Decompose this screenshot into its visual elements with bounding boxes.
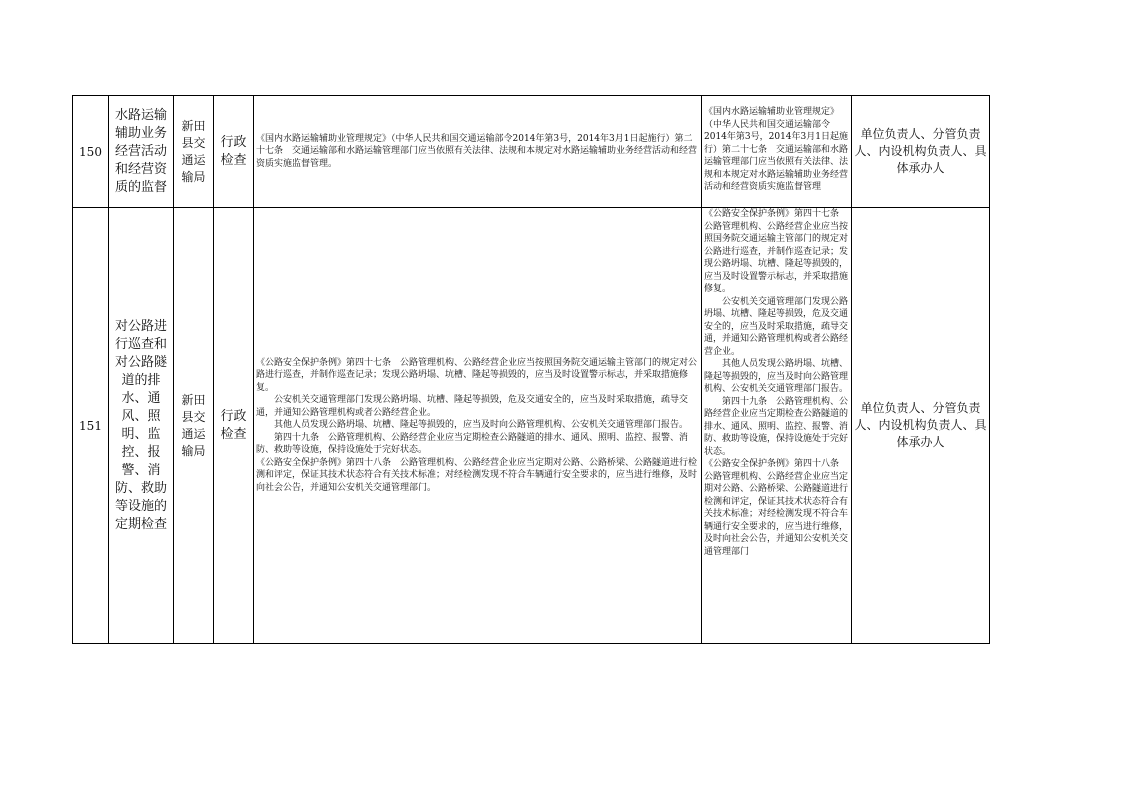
detail-clip: [704, 96, 849, 204]
legal-basis: [254, 96, 702, 208]
legal-basis: [254, 208, 702, 644]
department: 新田县交通运输局: [174, 96, 214, 208]
detail-paragraph: 公安机关交通管理部门发现公路坍塌、坑槽、隆起等损毁，危及交通安全的，应当及时采取措施，疏导交通，并通知公路管理机构或者公路经营企业。: [704, 296, 849, 357]
legal-basis-paragraph: 公安机关交通管理部门发现公路坍塌、坑槽、隆起等损毁，危及交通安全的，应当及时采取措施，疏导交通，并通知公路管理机构或者公路经营企业。: [256, 395, 689, 418]
row-number: 150: [73, 96, 109, 208]
responsible-persons: 单位负责人、分管负责人、内设机构负责人、具体承办人: [852, 96, 990, 208]
legal-basis-paragraph: 《公路安全保护条例》第四十八条 公路管理机构、公路经营企业应当定期对公路、公路桥梁、公路隧道进行检测和评定，保证其技术状态符合有关技术标准；对经检测发现不符合车辆通行安全要求的，应当进行维修，及时向社会公告，并通知公安机关交通管理部门。: [256, 457, 698, 493]
item-name: 水路运输辅助业务经营活动和经营资质的监督: [109, 96, 174, 208]
legal-basis-paragraph: 《国内水路运输辅助业管理规定》（中华人民共和国交通运输部令2014年第3号，2014年3月1日起施行）第二十七条 交通运输部和水路运输管理部门应当依照有关法律、法规和本规定对水路运输辅助业务经营活动和经营资质实施监督管理。: [256, 133, 698, 169]
legal-basis-detail: [702, 208, 852, 644]
responsible-persons: 单位负责人、分管负责人、内设机构负责人、具体承办人: [852, 208, 990, 644]
table-row-151: [73, 208, 990, 644]
detail-paragraph: 《公路安全保护条例》第四十七条 公路管理机构、公路经营企业应当按照国务院交通运输主管部门的规定对公路进行巡查，并制作巡查记录；发现公路坍塌、坑槽、隆起等损毁的，应当及时设置警示标志，并采取措施修复。: [704, 209, 849, 294]
detail-paragraph: 其他人员发现公路坍塌、坑槽、隆起等损毁的，应当及时向公路管理机构、公安机关交通管理部门报告。: [704, 359, 849, 394]
power-type: 行政检查: [214, 208, 254, 644]
detail-paragraph: 《公路安全保护条例》第四十八条 公路管理机构、公路经营企业应当定期对公路、公路桥梁、公路隧道进行检测和评定，保证其技术状态符合有关技术标准；对经检测发现不符合车辆通行安全要求的，应当进行维修，及时向社会公告，并通知公安机关交通管理部门: [704, 459, 849, 557]
detail-paragraph: 《国内水路运输辅助业管理规定》（中华人民共和国交通运输部令2014年第3号，2014年3月1日起施行）第二十七条 交通运输部和水路运输管理部门应当依照有关法律、法规和本规定对水路运输辅助业务经营活动和经营资质实施监督管理: [704, 107, 849, 193]
detail-clip: [704, 208, 849, 638]
detail-paragraph: 第四十九条 公路管理机构、公路经营企业应当定期检查公路隧道的排水、通风、照明、监控、报警、消防、救助等设施，保持设施处于完好状态。: [704, 396, 849, 457]
legal-basis-detail: [702, 96, 852, 208]
legal-basis-paragraph: 《公路安全保护条例》第四十七条 公路管理机构、公路经营企业应当按照国务院交通运输主管部门的规定对公路进行巡查，并制作巡查记录；发现公路坍塌、坑槽、隆起等损毁的，应当及时设置警示标志，并采取措施修复。: [256, 357, 698, 393]
legal-basis-paragraph: 其他人员发现公路坍塌、坑槽、隆起等损毁的，应当及时向公路管理机构、公安机关交通管理部门报告。: [256, 420, 689, 431]
department: 新田县交通运输局: [174, 208, 214, 644]
row-number: 151: [73, 208, 109, 644]
power-type: 行政检查: [214, 96, 254, 208]
legal-basis-paragraph: 第四十九条 公路管理机构、公路经营企业应当定期检查公路隧道的排水、通风、照明、监控、报警、消防、救助等设施，保持设施处于完好状态。: [256, 432, 689, 456]
power-list-table: [72, 95, 990, 644]
table-row-150: [73, 96, 990, 208]
item-name: 对公路进行巡查和对公路隧道的排水、通风、照明、监控、报警、消防、救助等设施的定期检查: [109, 208, 174, 644]
